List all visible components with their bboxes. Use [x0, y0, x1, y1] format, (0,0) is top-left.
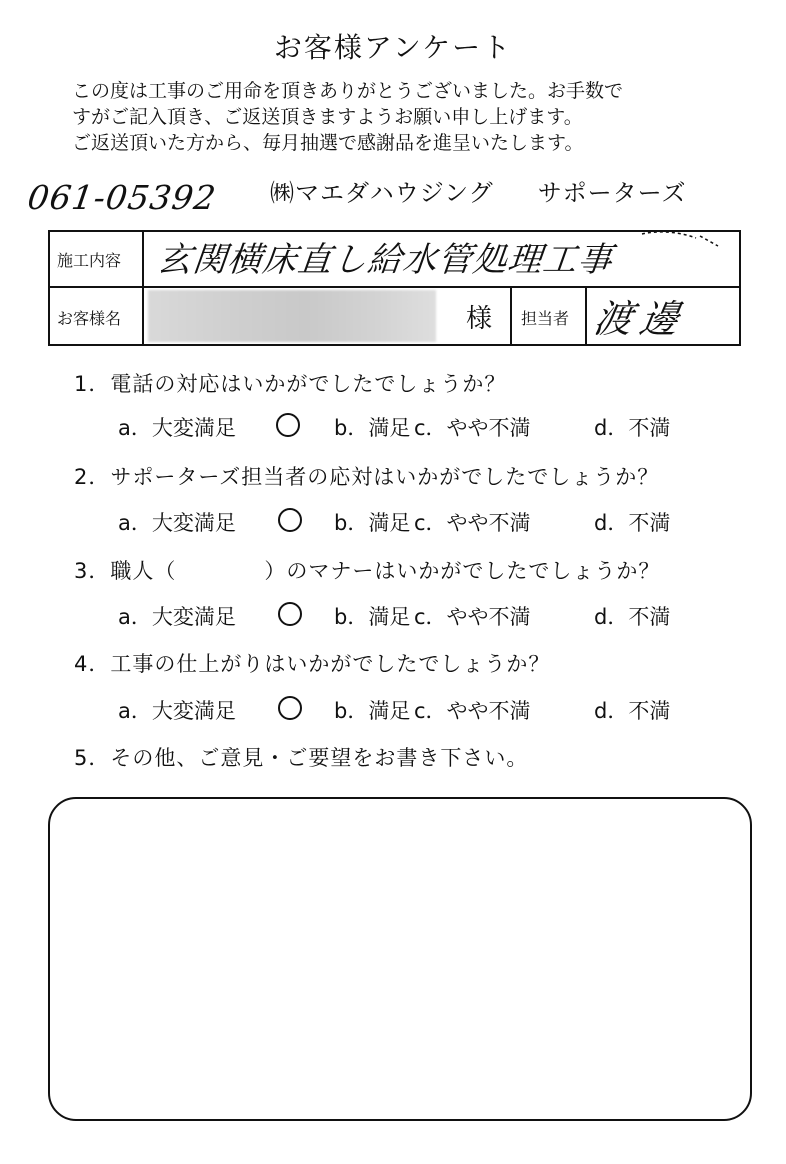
q3-option-b-label: b．満足: [334, 605, 411, 629]
q1-option-c[interactable]: c．やや不満: [414, 416, 531, 440]
staff-name-handwritten[interactable]: 渡邊: [590, 297, 691, 341]
work-content-label: 施工内容: [57, 251, 122, 270]
q4-option-c[interactable]: c．やや不満: [414, 699, 531, 723]
q1-selected-circle: [276, 413, 300, 437]
q1-option-b-label: b．満足: [334, 416, 411, 440]
staff-label: 担当者: [521, 309, 570, 328]
q4-option-b[interactable]: [278, 695, 414, 725]
q4-option-a[interactable]: a．大変満足: [118, 699, 236, 723]
q2-option-a[interactable]: a．大変満足: [118, 511, 236, 535]
customer-name-redacted[interactable]: [148, 290, 436, 342]
q4-option-b-label: b．満足: [334, 699, 411, 723]
survey-title: お客様アンケート: [273, 31, 513, 64]
question-3-options: [118, 601, 670, 631]
q2-selected-circle: [278, 508, 302, 532]
q1-option-a[interactable]: a．大変満足: [118, 416, 236, 440]
question-1: 1．電話の対応はいかがでしたでしょうか？: [74, 372, 507, 396]
q2-option-c[interactable]: c．やや不満: [414, 511, 531, 535]
question-3: 3．職人（ ）のマナーはいかがでしたでしょうか？: [74, 559, 661, 583]
postal-code-handwritten: 061-05392: [25, 178, 219, 217]
form-label-divider: [142, 230, 144, 346]
q3-selected-circle: [278, 602, 302, 626]
question-4-options: [118, 695, 670, 725]
company-department: サポーターズ: [537, 179, 687, 207]
q1-option-d[interactable]: d．不満: [594, 416, 671, 440]
intro-line-1: この度は工事のご用命を頂きありがとうございました。お手数で: [72, 80, 624, 102]
question-4: 4．工事の仕上がりはいかがでしたでしょうか？: [74, 652, 551, 676]
question-2: 2．サポーターズ担当者の応対はいかがでしたでしょうか？: [74, 465, 660, 489]
q3-option-d[interactable]: d．不満: [594, 605, 671, 629]
question-1-options: [118, 412, 670, 442]
question-2-options: [118, 507, 670, 537]
company-line: [270, 173, 687, 208]
q2-option-d[interactable]: d．不満: [594, 511, 671, 535]
q3-option-c[interactable]: c．やや不満: [414, 605, 531, 629]
q2-option-b[interactable]: [278, 507, 414, 537]
q4-option-d[interactable]: d．不満: [594, 699, 671, 723]
company-name: ㈱マエダハウジング: [270, 179, 494, 207]
comment-box[interactable]: [48, 797, 752, 1121]
question-5: 5．その他、ご意見・ご要望をお書き下さい。: [74, 746, 529, 770]
work-content-handwritten[interactable]: 玄関横床直し給水管処理工事: [155, 240, 615, 280]
form-staff-divider-left: [510, 286, 512, 346]
q3-option-a[interactable]: a．大変満足: [118, 605, 236, 629]
q4-selected-circle: [278, 696, 302, 720]
q2-option-b-label: b．満足: [334, 511, 411, 535]
pen-scribble-mark: [640, 228, 720, 248]
q1-option-b[interactable]: [278, 412, 414, 442]
intro-line-2: すがご記入頂き、ご返送頂きますようお願い申し上げます。: [72, 106, 583, 128]
customer-name-label: お客様名: [57, 309, 122, 328]
q3-option-b[interactable]: [278, 601, 414, 631]
intro-line-3: ご返送頂いた方から、毎月抽選で感謝品を進呈いたします。: [72, 132, 584, 154]
customer-name-suffix: 様: [466, 304, 493, 334]
form-staff-divider-right: [585, 286, 587, 346]
